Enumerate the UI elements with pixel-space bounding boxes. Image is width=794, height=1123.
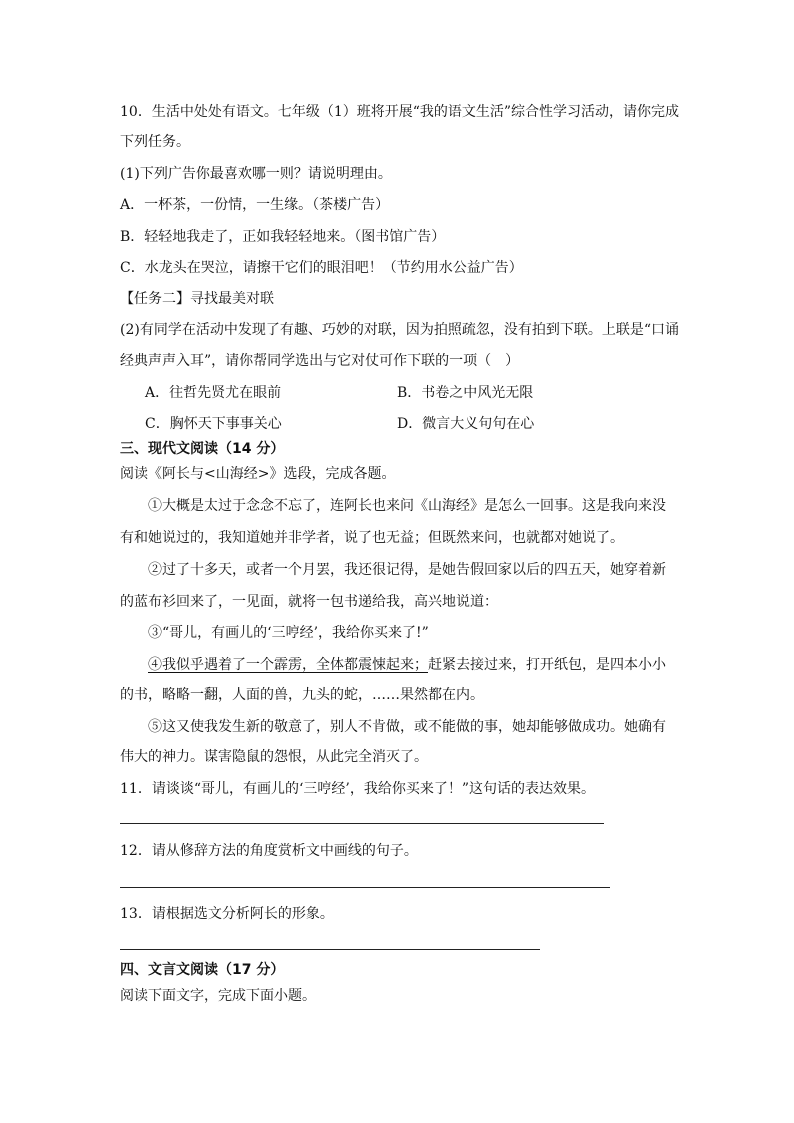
section-4-heading: 四、文言文阅读（17 分） [120, 962, 285, 978]
paragraph-4-line-2: 的书，略略一翻，人面的兽，九头的蛇，……果然都在内。 [120, 687, 484, 703]
couplet-option-a: A．往哲先贤尤在眼前 [145, 385, 282, 401]
ad-option-b: B．轻轻地我走了，正如我轻轻地来。（图书馆广告） [120, 229, 446, 245]
question-10-sub1: (1)下列广告你最喜欢哪一则？请说明理由。 [120, 166, 392, 182]
paragraph-1-line-1: ①大概是太过于念念不忘了，连阿长也来问《山海经》是怎么一回事。这是我向来没 [148, 498, 666, 514]
couplet-option-d: D．微言大义句句在心 [397, 416, 535, 432]
answer-line-12[interactable] [120, 887, 610, 888]
paragraph-4-line-1 [148, 655, 666, 675]
question-13: 13．请根据选文分析阿长的形象。 [120, 906, 334, 922]
underlined-sentence: ④我似乎遇着了一个霹雳，全体都震悚起来； [148, 657, 428, 673]
section-3-intro: 阅读《阿长与<山海经>》选段，完成各题。 [120, 466, 396, 482]
question-10-sub2-line-2: 经典声声入耳”，请你帮同学选出与它对仗可作下联的一项（ ） [120, 353, 520, 369]
answer-line-13[interactable] [120, 949, 540, 950]
paragraph-5-line-2: 伟大的神力。谋害隐鼠的怨恨，从此完全消灭了。 [120, 749, 428, 765]
paragraph-1-line-2: 有和她说过的，我知道她并非学者，说了也无益；但既然来问，也就都对她说了。 [120, 530, 624, 546]
ad-option-a: A．一杯茶，一份情，一生缘。（茶楼广告） [120, 197, 390, 213]
paragraph-4-rest: 赶紧去接过来，打开纸包，是四本小小 [428, 657, 666, 673]
task-2-heading: 【任务二】寻找最美对联 [120, 291, 274, 307]
paragraph-2-line-1: ②过了十多天，或者一个月罢，我还很记得，是她告假回家以后的四五天，她穿着新 [148, 562, 666, 578]
couplet-option-c: C．胸怀天下事事关心 [145, 416, 282, 432]
question-10-stem-line-1: 10．生活中处处有语文。七年级（1）班将开展“我的语文生活”综合性学习活动，请你完成 [120, 104, 680, 120]
couplet-option-b: B．书卷之中风光无限 [397, 385, 534, 401]
question-11: 11．请谈谈“哥儿，有画儿的‘三哼经’，我给你买来了！”这句话的表达效果。 [120, 781, 596, 797]
question-10-stem-line-2: 下列任务。 [120, 134, 190, 150]
question-10-sub2-line-1: (2)有同学在活动中发现了有趣、巧妙的对联，因为拍照疏忽，没有拍到下联。上联是“口诵 [120, 322, 679, 338]
section-4-intro: 阅读下面文字，完成下面小题。 [120, 988, 316, 1004]
answer-line-11[interactable] [120, 823, 604, 824]
paragraph-3: ③“哥儿，有画儿的‘三哼经’，我给你买来了!” [148, 625, 429, 641]
paragraph-5-line-1: ⑤这又使我发生新的敬意了，别人不肯做，或不能做的事，她却能够做成功。她确有 [148, 719, 666, 735]
paragraph-2-line-2: 的蓝布衫回来了，一见面，就将一包书递给我，高兴地说道： [120, 594, 498, 610]
question-12: 12．请从修辞方法的角度赏析文中画线的句子。 [120, 843, 418, 859]
section-3-heading: 三、现代文阅读（14 分） [120, 441, 285, 457]
ad-option-c: C．水龙头在哭泣，请擦干它们的眼泪吧！（节约用水公益广告） [120, 260, 523, 276]
